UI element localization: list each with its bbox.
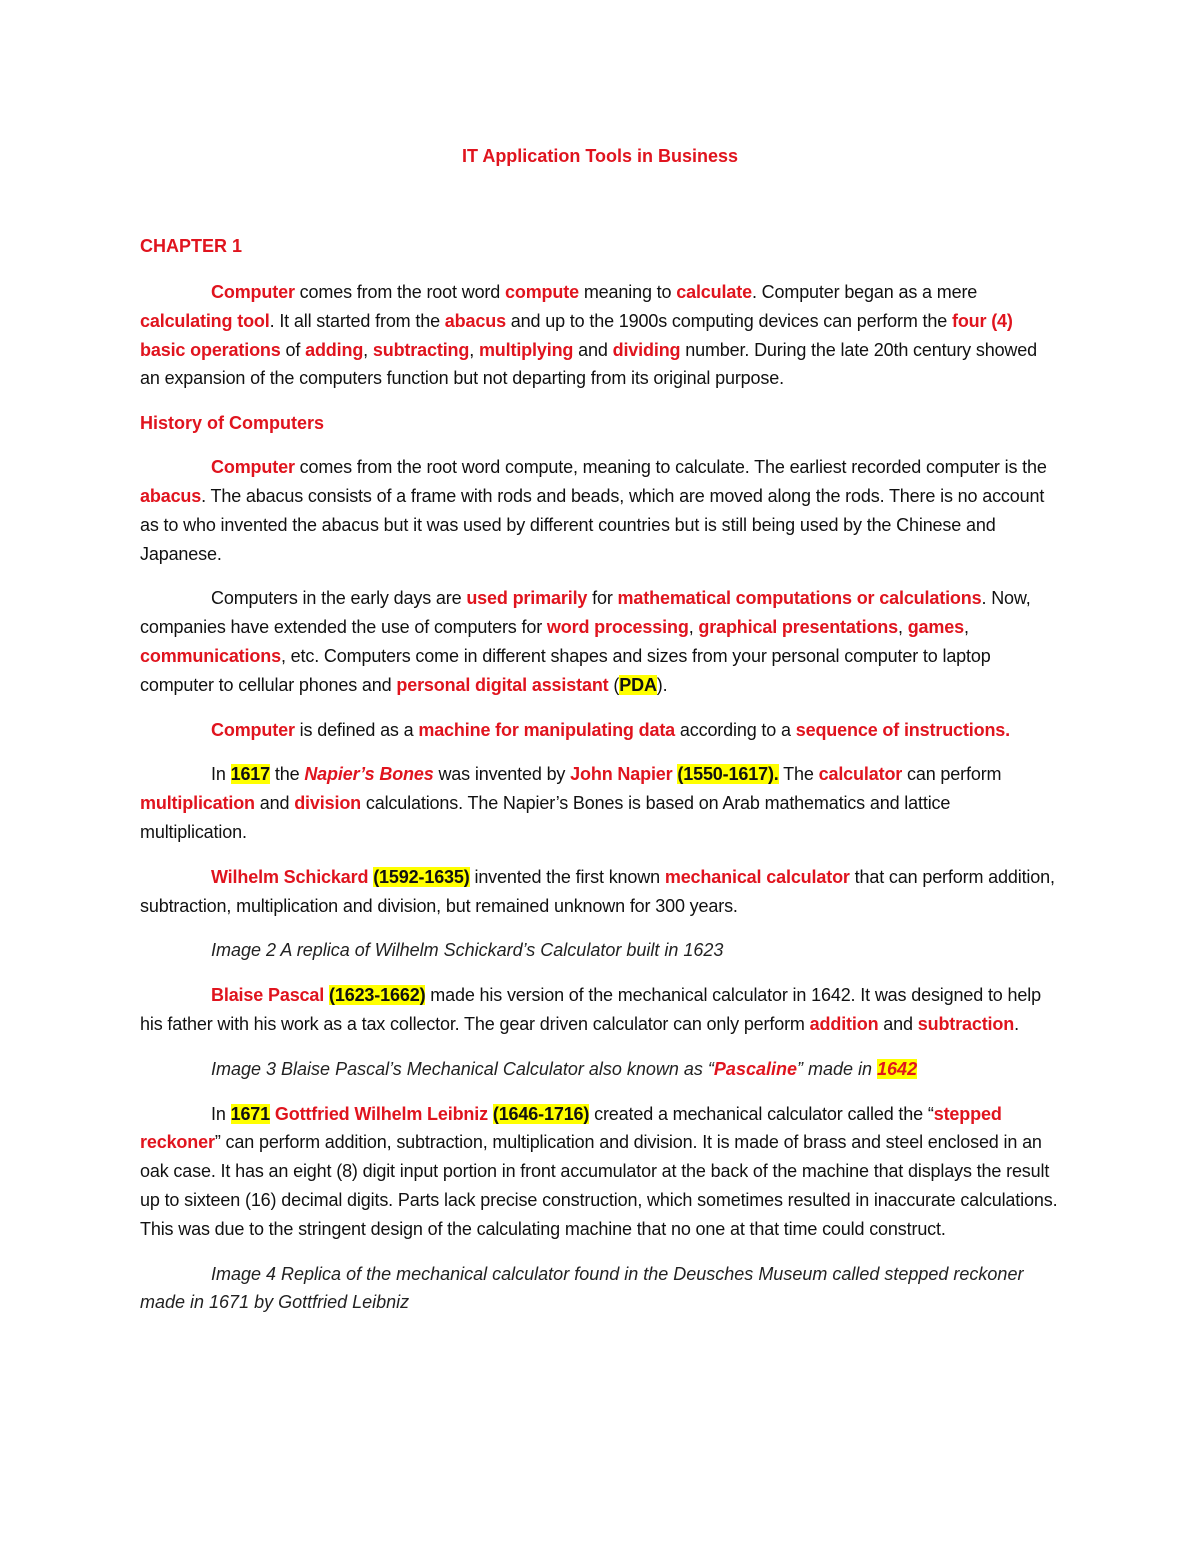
text-run: Computers in the early days are [211,588,467,609]
text-run: . Computer began as a mere [751,282,978,302]
term: subtraction [917,1013,1015,1034]
term: calculate [676,282,752,302]
highlighted-term: PDA [619,674,657,695]
text-run: . Now, companies have extended the use of computers for [140,588,1031,638]
image-caption-3 [140,1055,1060,1084]
document-title: IT Application Tools in Business [461,146,739,166]
term: four (4) basic operations [140,310,1013,360]
text-run: and [573,339,613,360]
text-run: that can perform addition, subtraction, multiplication and division, but remained unknown for 300 years. [140,866,1055,916]
paragraph-abacus [140,453,1060,568]
text-run: , [964,617,969,638]
term: addition [809,1013,879,1034]
highlighted-years: (1646-1716) [492,1103,590,1124]
text-run: The [778,764,819,785]
highlighted-year: 1617 [230,764,271,785]
text-run: and [254,793,295,814]
text-run: and up to the 1900s computing devices can perform the [505,310,952,331]
text-run: meaning to [578,282,677,302]
term: abacus [444,310,506,331]
section-heading: History of Computers [140,413,325,434]
term: John Napier [570,764,673,785]
term: dividing [612,339,681,360]
term: compute [505,282,579,302]
term: multiplying [478,339,574,360]
term: Napier’s Bones [304,764,434,785]
term: personal digital assistant [396,674,609,695]
highlighted-year: 1642 [877,1058,918,1079]
term: abacus [140,485,202,506]
highlighted-years: (1550-1617). [677,764,779,785]
term: division [294,793,362,814]
term: machine for manipulating data [418,719,676,740]
paragraph-leibniz [140,1100,1060,1244]
paragraph-pascal [140,981,1060,1039]
term: Pascaline [713,1058,797,1079]
text-run: . It all started from the [269,310,445,331]
paragraph-computer-defined [140,716,1060,745]
highlighted-year: 1671 [230,1103,271,1124]
image-caption-4: Image 4 Replica of the mechanical calculator found in the Deusches Museum called stepped reckoner made in 1671 by Gottfried Leibniz [140,1263,1024,1313]
text-run: of [280,339,306,360]
term: Wilhelm Schickard [211,866,369,887]
text-run: ). [656,674,668,695]
term: used primarily [466,588,588,609]
highlighted-years: (1623-1662) [329,985,426,1006]
text-run: In [211,764,231,785]
term: word processing [546,617,689,638]
text-run: In [211,1103,231,1124]
text-run: invented the first known [469,866,665,887]
paragraph-computer-uses [140,584,1060,699]
term: Computer [211,719,295,740]
term: Computer [211,282,295,302]
text-run: can perform [902,764,1002,785]
text-run: created a mechanical calculator called the “ [589,1103,934,1124]
text-run: ( [608,674,620,695]
term: communications [140,645,281,666]
text-run: according to a [675,719,796,740]
term: sequence of instructions. [795,719,1011,740]
term: Gottfried Wilhelm Leibniz [274,1103,488,1124]
paragraph-schickard [140,863,1060,921]
term: games [907,617,964,638]
text-run: Image 3 Blaise Pascal’s Mechanical Calculator also known as “ [211,1058,714,1079]
text-run: for [587,588,618,609]
term: graphical presentations [698,617,898,638]
text-run: comes from the root word [294,282,505,302]
text-run: , [469,339,479,360]
text-run: . The abacus consists of a frame with rods and beads, which are moved along the rods. There is no account as to who invented the abacus but it was used by different countries but is still being used by the Chinese and Japanese. [140,485,1045,564]
text-run: , [688,617,699,638]
text-run: ” can perform addition, subtraction, multiplication and division. It is made of brass and steel enclosed in an oak case. It has an eight (8) digit input portion in front accumulator at the back of the machine that displays the result up to sixteen (16) decimal digits. Parts lack precise construction, which sometimes resulted in inaccurate calculations. This was due to the stringent design of the calculating machine that no one at that time could construct. [140,1132,1058,1239]
text-run: the [270,764,305,785]
text-run: number. During the late 20th century showed an expansion of the computers function but not departing from its original purpose. [140,339,1038,389]
term: calculator [818,764,903,785]
text-run: , [363,339,373,360]
image-caption-2: Image 2 A replica of Wilhelm Schickard’s Calculator built in 1623 [211,940,724,961]
text-run: , etc. Computers come in different shapes and sizes from your personal computer to laptop computer to cellular phones and [140,645,991,695]
term: adding [305,339,364,360]
paragraph-computer-definition [140,278,1060,393]
text-run: ” made in [796,1058,878,1079]
term: mechanical calculator [664,866,850,887]
term: calculating tool [140,310,270,331]
term: subtracting [372,339,470,360]
chapter-heading: CHAPTER 1 [140,236,243,256]
term: Blaise Pascal [211,985,325,1006]
text-run: was invented by [433,764,571,785]
text-run: calculations. The Napier’s Bones is based on Arab mathematics and lattice multiplication. [140,793,951,842]
text-run: , [898,617,908,638]
paragraph-napiers-bones [140,760,1060,846]
text-run: comes from the root word compute, meaning to calculate. The earliest recorded computer is the [294,457,1047,478]
text-run: . [1014,1013,1019,1034]
highlighted-years: (1592-1635) [373,866,470,887]
text-run: made his version of the mechanical calculator in 1642. It was designed to help his father with his work as a tax collector. The gear driven calculator can only perform [140,985,1041,1034]
document-body [140,142,1060,1333]
text-run: is defined as a [294,719,419,740]
term: multiplication [140,793,255,814]
term: stepped reckoner [140,1103,1002,1153]
text-run: and [878,1013,918,1034]
term: mathematical computations or calculations [617,588,982,609]
term: Computer [211,457,295,478]
